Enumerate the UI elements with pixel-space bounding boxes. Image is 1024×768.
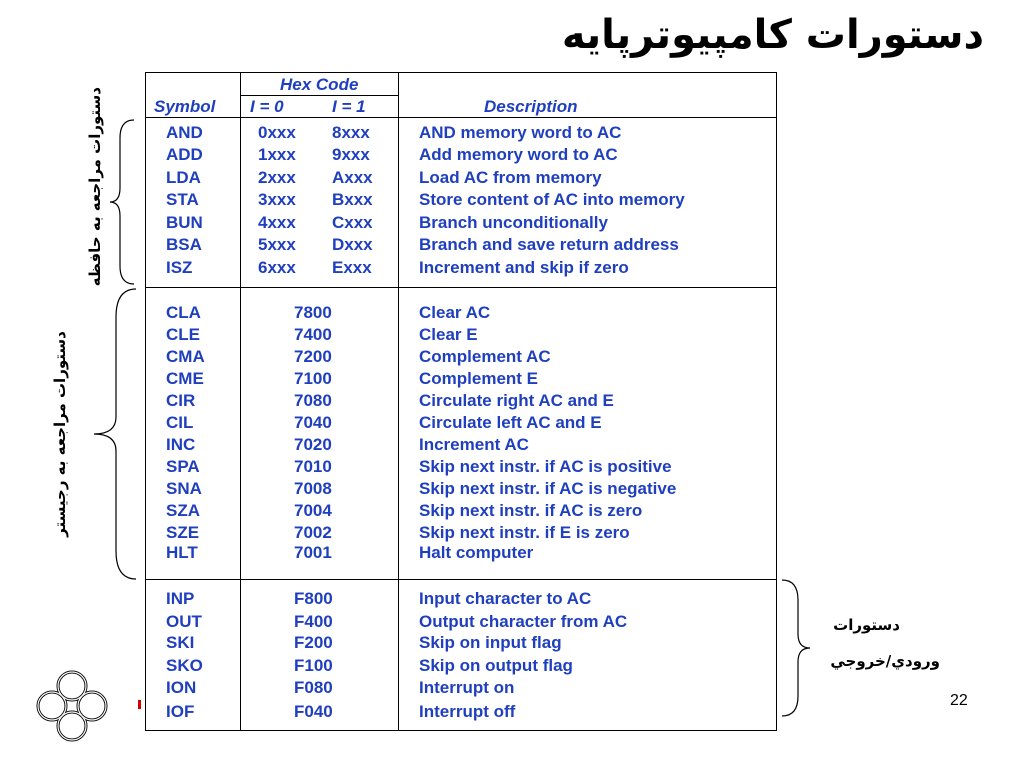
table-row [146,523,776,545]
row-hex-i0: 1xxx [258,145,296,164]
row-hex-i1: Dxxx [332,235,373,254]
row-description: Skip next instr. if AC is zero [419,501,643,520]
register-ref-label: دستورات مراجعه به رجیستر [51,331,69,537]
row-symbol: HLT [166,543,198,562]
row-hex: F100 [294,656,333,675]
red-accent-mark [138,700,141,709]
row-description: Add memory word to AC [419,145,618,164]
table-row [146,413,776,435]
row-symbol: INP [166,589,195,608]
row-symbol: BSA [166,235,202,254]
row-hex: F200 [294,633,333,652]
table-row [146,213,776,235]
header-divider [146,117,776,118]
table-row [146,435,776,457]
io-ref-label-line1: دستورات [833,616,900,634]
row-description: Interrupt on [419,678,515,697]
row-symbol: OUT [166,612,202,631]
table-row [146,258,776,280]
row-hex: F800 [294,589,333,608]
row-symbol: CME [166,369,204,388]
table-row [146,145,776,167]
instruction-table [145,72,777,731]
row-description: Halt computer [419,543,534,562]
table-row [146,612,776,634]
row-hex-i0: 5xxx [258,235,296,254]
row-symbol: SKO [166,656,203,675]
row-hex: F040 [294,702,333,721]
row-symbol: STA [166,190,199,209]
row-hex-i0: 4xxx [258,213,296,232]
row-description: Circulate left AC and E [419,413,602,432]
row-description: Circulate right AC and E [419,391,614,410]
table-row [146,656,776,678]
slide-title: دستورات کامپیوترپایه [561,12,984,58]
register-section-divider [146,579,776,580]
row-description: AND memory word to AC [419,123,622,142]
row-symbol: BUN [166,213,203,232]
row-hex: 7040 [294,413,332,432]
table-row [146,479,776,501]
row-description: Branch unconditionally [419,213,608,232]
row-symbol: SZA [166,501,200,520]
page-number: 22 [950,692,968,709]
row-description: Interrupt off [419,702,516,721]
row-hex: 7010 [294,457,332,476]
row-hex: 7800 [294,303,332,322]
table-row [146,123,776,145]
row-symbol: IOF [166,702,195,721]
row-symbol: AND [166,123,203,142]
row-hex: 7100 [294,369,332,388]
row-description: Clear E [419,325,478,344]
row-hex-i1: Cxxx [332,213,373,232]
header-description: Description [484,97,578,116]
row-symbol: SNA [166,479,202,498]
row-hex-i0: 3xxx [258,190,296,209]
row-description: Input character to AC [419,589,592,608]
row-hex: 7200 [294,347,332,366]
row-description: Complement AC [419,347,551,366]
table-row [146,347,776,369]
row-hex: 7020 [294,435,332,454]
row-hex-i0: 6xxx [258,258,296,277]
row-description: Skip next instr. if E is zero [419,523,630,542]
row-description: Increment and skip if zero [419,258,629,277]
row-symbol: ION [166,678,197,697]
row-hex: 7008 [294,479,332,498]
header-hex-code: Hex Code [280,75,359,94]
row-description: Output character from AC [419,612,628,631]
header-i1: I = 1 [332,97,366,116]
row-hex: F400 [294,612,333,631]
row-hex: F080 [294,678,333,697]
row-description: Increment AC [419,435,529,454]
row-hex-i0: 0xxx [258,123,296,142]
row-hex: 7002 [294,523,332,542]
row-description: Branch and save return address [419,235,679,254]
table-row [146,543,776,565]
memory-ref-label: دستورات مراجعه به حافظه [86,87,104,287]
row-hex: 7400 [294,325,332,344]
row-description: Load AC from memory [419,168,602,187]
table-row [146,369,776,391]
table-row [146,325,776,347]
table-row [146,391,776,413]
row-hex-i1: 8xxx [332,123,370,142]
row-description: Skip on input flag [419,633,562,652]
memory-section-divider [146,287,776,288]
row-symbol: SZE [166,523,200,542]
row-symbol: LDA [166,168,201,187]
table-row [146,501,776,523]
table-row [146,633,776,655]
table-row [146,190,776,212]
memory-ref-brace [108,118,138,286]
table-row [146,678,776,700]
row-hex: 7001 [294,543,332,562]
table-row [146,702,776,724]
register-ref-brace [92,287,138,581]
row-hex-i1: 9xxx [332,145,370,164]
row-symbol: SPA [166,457,200,476]
row-symbol: CLE [166,325,200,344]
row-description: Skip next instr. if AC is positive [419,457,672,476]
university-knot-logo-icon [30,664,114,748]
row-symbol: CMA [166,347,205,366]
row-description: Clear AC [419,303,491,322]
row-description: Skip on output flag [419,656,573,675]
row-symbol: CLA [166,303,201,322]
io-ref-brace [780,578,814,720]
table-row [146,168,776,190]
row-symbol: ADD [166,145,203,164]
hex-header-divider [240,95,398,96]
row-description: Store content of AC into memory [419,190,685,209]
table-row [146,303,776,325]
row-symbol: INC [166,435,196,454]
header-symbol: Symbol [154,97,216,116]
row-symbol: CIL [166,413,194,432]
io-ref-label-line2: ورودي/خروجي [830,652,940,670]
row-symbol: SKI [166,633,195,652]
row-hex: 7004 [294,501,332,520]
row-symbol: CIR [166,391,196,410]
row-description: Complement E [419,369,539,388]
row-hex-i0: 2xxx [258,168,296,187]
row-symbol: ISZ [166,258,193,277]
table-row [146,235,776,257]
row-hex-i1: Axxx [332,168,373,187]
table-row [146,457,776,479]
row-hex-i1: Bxxx [332,190,373,209]
header-i0: I = 0 [250,97,284,116]
row-description: Skip next instr. if AC is negative [419,479,677,498]
row-hex: 7080 [294,391,332,410]
table-row [146,589,776,611]
row-hex-i1: Exxx [332,258,372,277]
